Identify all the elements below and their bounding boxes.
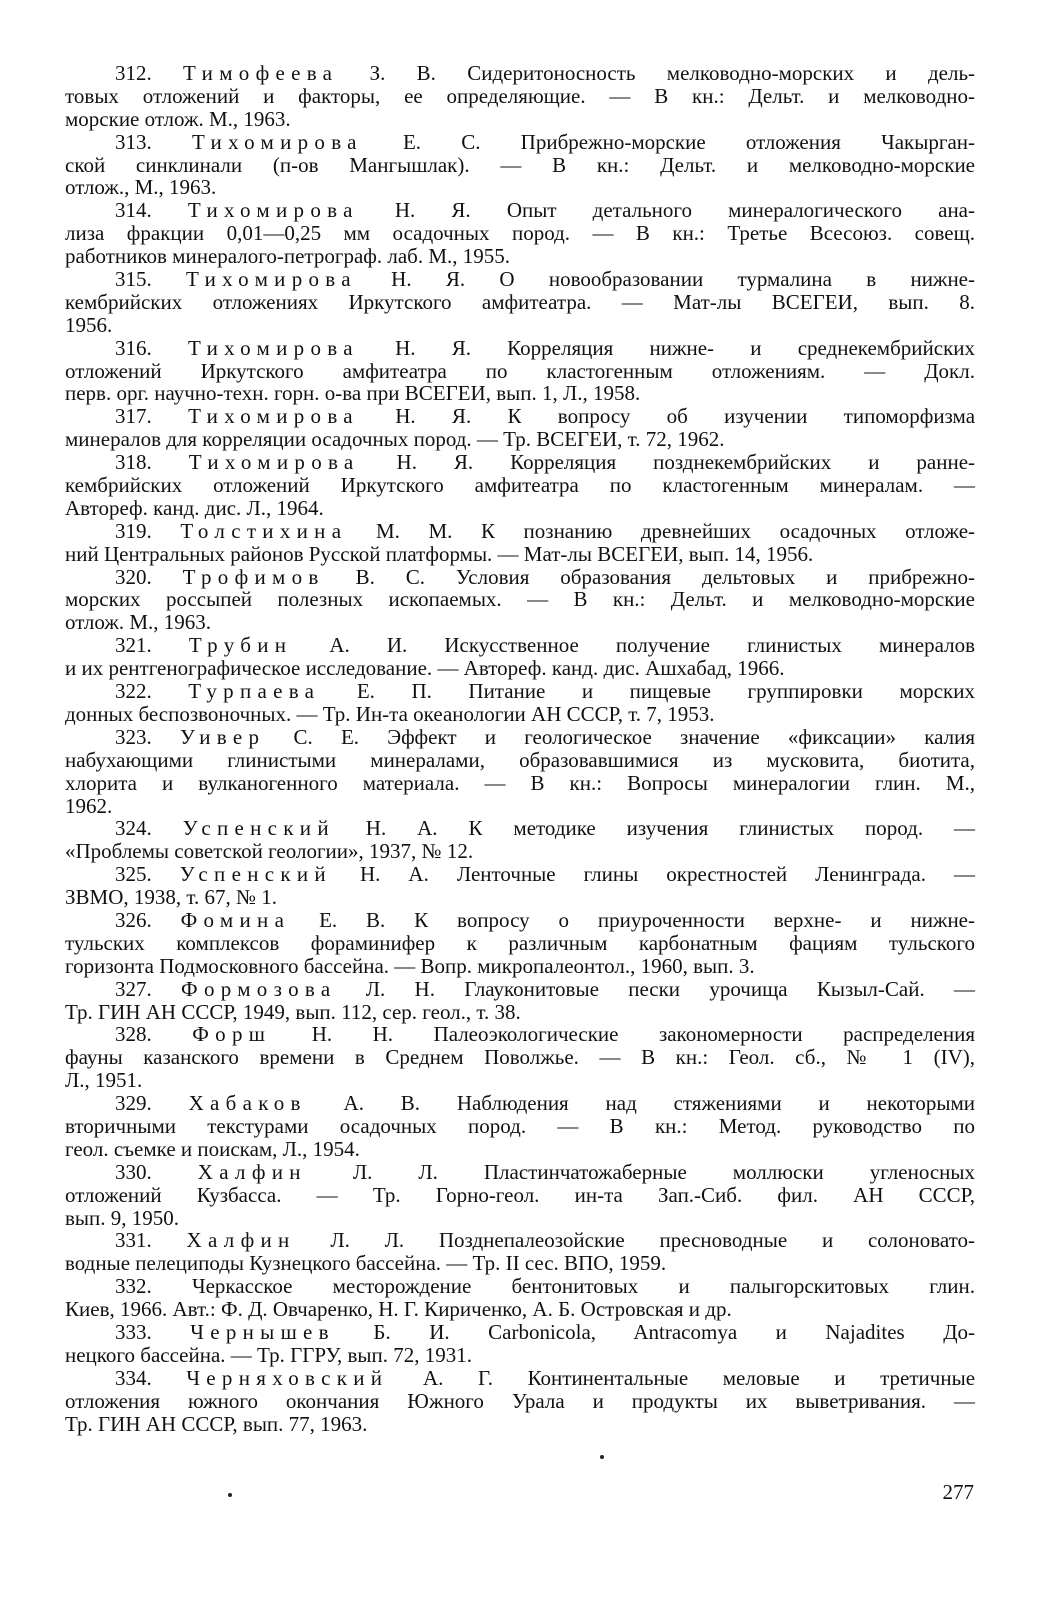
bibliography-entry bbox=[65, 1367, 975, 1436]
entry-author: Толстихина bbox=[180, 518, 348, 543]
entry-text: ний Центральных районов Русской платформы. — Мат-лы ВСЕГЕИ, вып. 14, 1956. bbox=[65, 541, 814, 566]
entry-line bbox=[65, 1252, 975, 1275]
entry-first-line bbox=[65, 1275, 975, 1298]
entry-author: Хабаков bbox=[188, 1091, 307, 1116]
entry-line bbox=[65, 108, 975, 131]
entry-first-line bbox=[65, 62, 975, 85]
entry-text: Н. Я. Опыт детального минералогического ана- bbox=[394, 198, 975, 223]
entry-number: 328. bbox=[115, 1022, 152, 1047]
entry-line bbox=[65, 657, 975, 680]
entry-line bbox=[65, 840, 975, 863]
entry-line bbox=[65, 1390, 975, 1413]
entry-text: Е. В. К вопросу о приуроченности верхне- и нижне- bbox=[319, 907, 975, 932]
bibliography-entry bbox=[65, 337, 975, 406]
entry-line bbox=[65, 611, 975, 634]
entry-author: Успенский bbox=[182, 816, 335, 841]
bibliography-entry bbox=[65, 1092, 975, 1161]
entry-text: С. Е. Эффект и геологическое значение «фиксации» калия bbox=[293, 724, 976, 749]
bibliography-entry bbox=[65, 680, 975, 726]
entry-text: лиза фракции 0,01—0,25 мм осадочных пород. — В кн.: Третье Всесоюз. совещ. bbox=[65, 221, 975, 246]
entry-text: кембрийских отложений Иркутского амфитеатра по кластогенным минералам. — bbox=[65, 473, 975, 498]
entry-line bbox=[65, 1184, 975, 1207]
bibliography-entry bbox=[65, 1229, 975, 1275]
entry-line bbox=[65, 955, 975, 978]
entry-text: Тр. ГИН АН СССР, вып. 77, 1963. bbox=[65, 1411, 368, 1436]
entry-line bbox=[65, 588, 975, 611]
bibliography-entry bbox=[65, 1275, 975, 1321]
entry-author: Формозова bbox=[181, 976, 337, 1001]
bibliography-entry bbox=[65, 131, 975, 200]
entry-text: ЗВМО, 1938, т. 67, № 1. bbox=[65, 885, 277, 910]
bibliography-entry bbox=[65, 268, 975, 337]
entry-number: 320. bbox=[115, 564, 152, 589]
entry-number: 325. bbox=[115, 862, 152, 887]
entry-author: Халфин bbox=[197, 1159, 307, 1184]
entry-number: 316. bbox=[115, 335, 152, 360]
entry-number: 331. bbox=[115, 1228, 152, 1253]
entry-text: Н. Я. К вопросу об изучении типоморфизма bbox=[395, 404, 976, 429]
entry-line bbox=[65, 474, 975, 497]
entry-author: Чернышев bbox=[190, 1319, 335, 1344]
entry-first-line bbox=[65, 1092, 975, 1115]
entry-number: 324. bbox=[115, 816, 152, 841]
entry-text: водные пелециподы Кузнецкого бассейна. — Тр. II сес. ВПО, 1959. bbox=[65, 1251, 667, 1276]
entry-line bbox=[65, 1138, 975, 1161]
entry-text: Черкасское месторождение бентонитовых и палыгорскитовых глин. bbox=[191, 1274, 975, 1299]
bibliography-entry bbox=[65, 62, 975, 131]
entry-line bbox=[65, 932, 975, 955]
entry-line bbox=[65, 1298, 975, 1321]
entry-number: 326. bbox=[115, 907, 152, 932]
entry-text: Н. А. Ленточные глины окрестностей Ленинграда. — bbox=[359, 862, 976, 887]
entry-first-line bbox=[65, 1367, 975, 1390]
entry-text: хлорита и вулканогенного материала. — В кн.: Вопросы минералогии глин. М., bbox=[65, 770, 975, 795]
bibliography-entry bbox=[65, 1321, 975, 1367]
entry-text: А. И. Искусственное получение глинистых минералов bbox=[329, 633, 975, 658]
entry-text: Л. Л. Позднепалеозойские пресноводные и солоновато- bbox=[330, 1228, 976, 1253]
entry-first-line bbox=[65, 451, 975, 474]
page-number: 277 bbox=[942, 1480, 974, 1504]
entry-author: Черняховский bbox=[186, 1365, 389, 1390]
entry-author: Тимофеева bbox=[183, 61, 339, 85]
entry-text: Н. Я. О новообразовании турмалина в нижне- bbox=[391, 267, 975, 292]
entry-text: 1956. bbox=[65, 312, 113, 337]
entry-author: Тихомирова bbox=[186, 267, 357, 292]
bibliography-entry bbox=[65, 863, 975, 909]
entry-line bbox=[65, 703, 975, 726]
entry-text: Киев, 1966. Авт.: Ф. Д. Овчаренко, Н. Г. Кириченко, А. Б. Островская и др. bbox=[65, 1297, 732, 1322]
entry-text: Е. С. Прибрежно-морские отложения Чакырган- bbox=[402, 129, 976, 154]
entry-text: отлож., М., 1963. bbox=[65, 175, 217, 200]
entry-number: 323. bbox=[115, 724, 152, 749]
entry-first-line bbox=[65, 817, 975, 840]
entry-number: 314. bbox=[115, 198, 152, 223]
entry-text: товых отложений и факторы, ее определяющие. — В кн.: Дельт. и мелководно- bbox=[65, 83, 975, 108]
entry-author: Тихомирова bbox=[188, 404, 359, 429]
entry-text: Н. Я. Корреляция позднекембрийских и ранне- bbox=[396, 450, 976, 475]
entry-first-line bbox=[65, 1229, 975, 1252]
print-speck bbox=[228, 1493, 232, 1497]
entry-text: минералов для корреляции осадочных пород. — Тр. ВСЕГЕИ, т. 72, 1962. bbox=[65, 427, 725, 452]
entry-text: фауны казанского времени в Среднем Поволжье. — В кн.: Геол. сб., № 1 (IV), bbox=[65, 1045, 975, 1070]
entry-number: 332. bbox=[115, 1274, 152, 1299]
bibliography-entry bbox=[65, 726, 975, 818]
entry-author: Форш bbox=[192, 1022, 272, 1047]
entry-line bbox=[65, 886, 975, 909]
entry-first-line bbox=[65, 1023, 975, 1046]
entry-number: 319. bbox=[115, 518, 152, 543]
entry-line bbox=[65, 360, 975, 383]
entry-first-line bbox=[65, 978, 975, 1001]
entry-first-line bbox=[65, 726, 975, 749]
entry-number: 330. bbox=[115, 1159, 152, 1184]
entry-line bbox=[65, 1413, 975, 1436]
entry-line bbox=[65, 1046, 975, 1069]
entry-text: М. М. К познанию древнейших осадочных отложе- bbox=[375, 518, 976, 543]
entry-text: вып. 9, 1950. bbox=[65, 1205, 180, 1230]
entry-text: отлож. М., 1963. bbox=[65, 610, 212, 635]
entry-text: «Проблемы советской геологии», 1937, № 12. bbox=[65, 839, 474, 864]
entry-number: 315. bbox=[115, 267, 152, 292]
entry-author: Турпаева bbox=[188, 679, 321, 704]
entry-author: Тихомирова bbox=[187, 335, 359, 360]
entry-author: Халфин bbox=[186, 1228, 296, 1253]
entry-text: вторичными текстурами осадочных пород. — В кн.: Метод. руководство по bbox=[65, 1113, 975, 1138]
entry-text: Л. Л. Пластинчатожаберные моллюски угленосных bbox=[352, 1159, 976, 1184]
entry-text: работников минералого-петрограф. лаб. М., 1955. bbox=[65, 244, 511, 269]
bibliography-entry bbox=[65, 634, 975, 680]
entry-line bbox=[65, 428, 975, 451]
entry-text: Б. И. Carbonicola, Antracomya и Najadites До- bbox=[373, 1319, 976, 1344]
entry-line bbox=[65, 85, 975, 108]
entry-first-line bbox=[65, 566, 975, 589]
entry-text: донных беспозвоночных. — Тр. Ин-та океанологии АН СССР, т. 7, 1953. bbox=[65, 701, 715, 726]
entry-text: ской синклинали (п-ов Мангышлак). — В кн.: Дельт. и мелководно-морские bbox=[65, 152, 975, 177]
entry-text: В. С. Условия образования дельтовых и прибрежно- bbox=[355, 564, 975, 589]
entry-author: Фомина bbox=[180, 907, 291, 932]
entry-number: 318. bbox=[115, 450, 152, 475]
bibliography-entry bbox=[65, 909, 975, 978]
entry-text: А. В. Наблюдения над стяжениями и некоторыми bbox=[343, 1091, 975, 1116]
entry-first-line bbox=[65, 405, 975, 428]
bibliography-entry bbox=[65, 451, 975, 520]
entry-text: Л., 1951. bbox=[65, 1068, 143, 1093]
entry-text: Тр. ГИН АН СССР, 1949, вып. 112, сер. геол., т. 38. bbox=[65, 999, 521, 1024]
entry-line bbox=[65, 543, 975, 566]
entry-line bbox=[65, 1115, 975, 1138]
entry-text: и их рентгенографическое исследование. — Автореф. канд. дис. Ашхабад, 1966. bbox=[65, 656, 785, 681]
entry-text: отложений Иркутского амфитеатра по кластогенным отложениям. — Докл. bbox=[65, 358, 975, 383]
entry-text: Н. Я. Корреляция нижне- и среднекембрийских bbox=[395, 335, 976, 360]
entry-text: отложения южного окончания Южного Урала и продукты их выветривания. — bbox=[65, 1388, 975, 1413]
bibliography-entry bbox=[65, 405, 975, 451]
entry-line bbox=[65, 382, 975, 405]
bibliography-entry bbox=[65, 1023, 975, 1092]
entry-line bbox=[65, 222, 975, 245]
entry-line bbox=[65, 314, 975, 337]
entry-text: Автореф. канд. дис. Л., 1964. bbox=[65, 495, 324, 520]
entry-author: Успенский bbox=[179, 862, 332, 887]
entry-line bbox=[65, 176, 975, 199]
entry-number: 334. bbox=[115, 1365, 152, 1390]
entry-text: Л. Н. Глауконитовые пески урочища Кызыл-Сай. — bbox=[365, 976, 975, 1001]
entry-first-line bbox=[65, 680, 975, 703]
entry-first-line bbox=[65, 634, 975, 657]
entry-first-line bbox=[65, 1321, 975, 1344]
bibliography-list bbox=[65, 62, 975, 1435]
entry-author: Трубин bbox=[188, 633, 293, 658]
print-speck bbox=[600, 1455, 604, 1459]
entry-text: З. В. Сидеритоносность мелководно-морских и дель- bbox=[369, 61, 976, 85]
entry-text: Н. Н. Палеоэкологические закономерности распределения bbox=[311, 1022, 976, 1047]
entry-text: кембрийских отложениях Иркутского амфитеатра. — Мат-лы ВСЕГЕИ, вып. 8. bbox=[65, 289, 975, 314]
entry-number: 329. bbox=[115, 1091, 152, 1116]
entry-first-line bbox=[65, 268, 975, 291]
entry-line bbox=[65, 497, 975, 520]
entry-text: перв. орг. научно-техн. горн. о-ва при ВСЕГЕИ, вып. 1, Л., 1958. bbox=[65, 381, 641, 406]
bibliography-entry bbox=[65, 817, 975, 863]
entry-first-line bbox=[65, 199, 975, 222]
entry-first-line bbox=[65, 909, 975, 932]
bibliography-entry bbox=[65, 1161, 975, 1230]
entry-number: 312. bbox=[115, 61, 152, 85]
entry-first-line bbox=[65, 863, 975, 886]
entry-first-line bbox=[65, 520, 975, 543]
entry-line bbox=[65, 795, 975, 818]
entry-line bbox=[65, 1069, 975, 1092]
entry-text: нецкого бассейна. — Тр. ГГРУ, вып. 72, 1931. bbox=[65, 1342, 472, 1367]
entry-text: морские отлож. М., 1963. bbox=[65, 106, 291, 131]
entry-number: 317. bbox=[115, 404, 152, 429]
entry-line bbox=[65, 1207, 975, 1230]
entry-author: Тихомирова bbox=[191, 129, 363, 154]
entry-number: 322. bbox=[115, 679, 152, 704]
entry-line bbox=[65, 772, 975, 795]
entry-text: Н. А. К методике изучения глинистых пород. — bbox=[365, 816, 976, 841]
entry-line bbox=[65, 1001, 975, 1024]
entry-number: 321. bbox=[115, 633, 152, 658]
bibliography-entry bbox=[65, 978, 975, 1024]
bibliography-entry bbox=[65, 199, 975, 268]
entry-text: А. Г. Континентальные меловые и третичные bbox=[422, 1365, 976, 1390]
entry-text: Е. П. Питание и пищевые группировки морских bbox=[356, 679, 975, 704]
entry-author: Тихомирова bbox=[187, 198, 359, 223]
entry-line bbox=[65, 1344, 975, 1367]
entry-line bbox=[65, 154, 975, 177]
entry-author: Тихомирова bbox=[188, 450, 360, 475]
entry-text: набухающими глинистыми минералами, образовавшимися из мусковита, биотита, bbox=[65, 747, 975, 772]
entry-author: Уивер bbox=[179, 724, 266, 749]
entry-text: морских россыпей полезных ископаемых. — В кн.: Дельт. и мелководно-морские bbox=[65, 587, 975, 612]
entry-first-line bbox=[65, 1161, 975, 1184]
entry-text: геол. съемке и поискам, Л., 1954. bbox=[65, 1136, 360, 1161]
entry-author: Трофимов bbox=[182, 564, 325, 589]
entry-line bbox=[65, 245, 975, 268]
entry-text: отложений Кузбасса. — Тр. Горно-геол. ин-та Зап.-Сиб. фил. АН СССР, bbox=[65, 1182, 975, 1207]
entry-line bbox=[65, 749, 975, 772]
entry-first-line bbox=[65, 131, 975, 154]
entry-number: 313. bbox=[115, 129, 152, 154]
entry-line bbox=[65, 291, 975, 314]
entry-number: 327. bbox=[115, 976, 152, 1001]
entry-text: тульских комплексов фораминифер к различным карбонатным фациям тульского bbox=[65, 930, 975, 955]
entry-first-line bbox=[65, 337, 975, 360]
entry-number: 333. bbox=[115, 1319, 152, 1344]
entry-text: 1962. bbox=[65, 793, 113, 818]
bibliography-entry bbox=[65, 566, 975, 635]
entry-text: горизонта Подмосковного бассейна. — Вопр. микропалеонтол., 1960, вып. 3. bbox=[65, 953, 755, 978]
bibliography-entry bbox=[65, 520, 975, 566]
